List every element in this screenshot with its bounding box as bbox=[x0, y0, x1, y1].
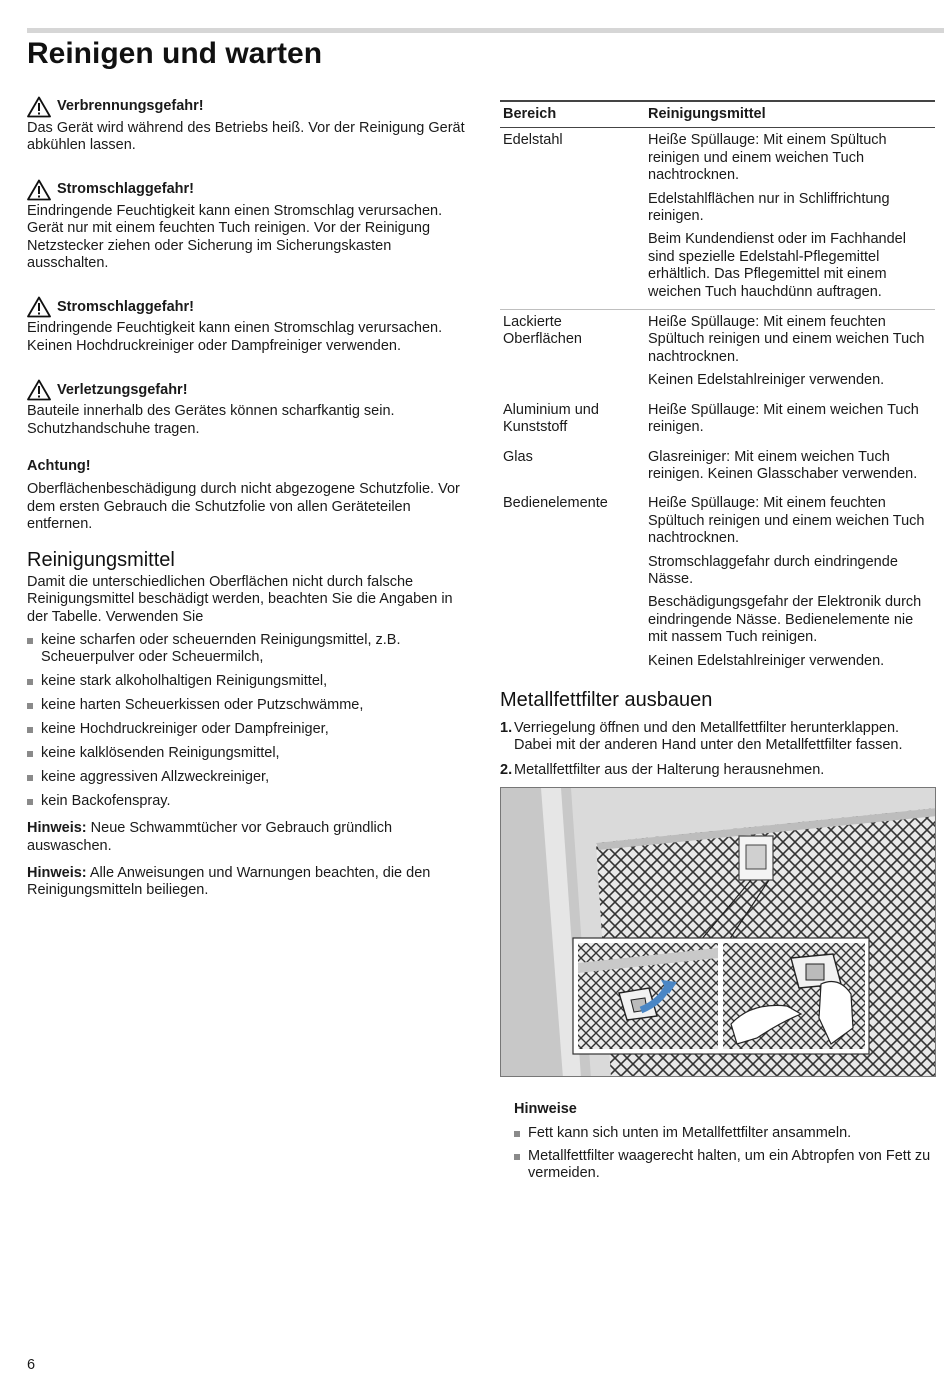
table-header-area: Bereich bbox=[500, 101, 645, 128]
bullet-square-icon bbox=[27, 751, 33, 757]
attention-text: Oberflächenbeschädigung durch nicht abgezogene Schutzfolie. Vor dem ersten Gebrauch die Schutzfolie von allen Geräteteilen entfernen. bbox=[27, 481, 460, 533]
warning-heading: Stromschlaggefahr! bbox=[57, 181, 194, 198]
warning-shock-1 bbox=[27, 179, 472, 273]
table-row: Aluminium und Kunststoff Heiße Spüllauge: Mit einem weichen Tuch reinigen. bbox=[503, 401, 919, 436]
left-column bbox=[27, 96, 472, 900]
table-row: Bedienelemente Heiße Spüllauge: Mit einem feuchten Spültuch reinigen und einem weichen Tuch nachtrocknen. Stromschlaggefahr durch eindringende Nässe. Beschädigungsgefahr der Elektronik durch eindringende Nässe. Bedienelemente nie mit nassem Tuch reinigen. Keinen Edelstahlreiniger verwenden. bbox=[503, 495, 925, 669]
list-item: 1. Verriegelung öffnen und den Metallfettfilter herunterklappen. Dabei mit der anderen Hand unter den Metallfettfilter fassen. bbox=[500, 719, 903, 754]
warning-heading: Verbrennungsgefahr! bbox=[57, 98, 204, 115]
warning-text: Eindringende Feuchtigkeit kann einen Stromschlag verursachen. Keinen Hochdruckreiniger oder Dampfreiniger verwenden. bbox=[27, 320, 443, 354]
list-item: keine stark alkoholhaltigen Reinigungsmittel, bbox=[27, 673, 472, 690]
table-header-agent: Reinigungsmittel bbox=[645, 101, 935, 128]
attention-note bbox=[27, 458, 472, 534]
hints-heading: Hinweise bbox=[514, 1101, 577, 1118]
hint-note: Hinweis: Neue Schwammtücher vor Gebrauch gründlich auswaschen. bbox=[27, 820, 393, 854]
warning-text: Bauteile innerhalb des Gerätes können scharfkantig sein. Schutzhandschuhe tragen. bbox=[27, 403, 395, 437]
bullet-square-icon bbox=[27, 703, 33, 709]
list-item: kein Backofenspray. bbox=[27, 793, 472, 810]
list-item: Fett kann sich unten im Metallfettfilter ansammeln. bbox=[514, 1125, 940, 1142]
list-item: keine harten Scheuerkissen oder Putzschwämme, bbox=[27, 697, 472, 714]
bullet-square-icon bbox=[27, 799, 33, 805]
warning-injury bbox=[27, 379, 472, 438]
table-row: Lackierte Oberflächen Heiße Spüllauge: Mit einem feuchten Spültuch reinigen und einem weichen Tuch nachtrocknen. Keinen Edelstahlreiniger verwenden. bbox=[503, 314, 925, 389]
table-row: Edelstahl Heiße Spüllauge: Mit einem Spültuch reinigen und einem weichen Tuch nachtrocknen. Edelstahlflächen nur in Schliffrichtung reinigen. Beim Kundendienst oder im Fachhandel sind spezielle Edelstahl-Pflegemittel erhältlich. Das Pflegemittel mit einem weichen Tuch hauchdünn auftragen. bbox=[500, 128, 935, 310]
list-item: Metallfettfilter waagerecht halten, um ein Abtropfen von Fett zu vermeiden. bbox=[514, 1148, 940, 1183]
bullet-square-icon bbox=[27, 679, 33, 685]
warning-burn bbox=[27, 96, 472, 155]
bullet-square-icon bbox=[514, 1131, 520, 1137]
list-item: keine aggressiven Allzweckreiniger, bbox=[27, 769, 472, 786]
bullet-square-icon bbox=[514, 1154, 520, 1160]
bullet-square-icon bbox=[27, 727, 33, 733]
list-item: keine Hochdruckreiniger oder Dampfreiniger, bbox=[27, 721, 472, 738]
section-heading-cleaning-agents: Reinigungsmittel bbox=[27, 548, 175, 571]
filter-illustration-icon bbox=[501, 788, 936, 1077]
warning-heading: Stromschlaggefahr! bbox=[57, 298, 194, 315]
bullet-square-icon bbox=[27, 775, 33, 781]
list-item: 2. Metallfettfilter aus der Halterung herausnehmen. bbox=[500, 761, 825, 778]
cleaning-bullet-list bbox=[27, 632, 472, 810]
hints-section bbox=[500, 1101, 940, 1183]
attention-heading: Achtung! bbox=[27, 458, 91, 475]
page-title: Reinigen und warten bbox=[27, 37, 323, 70]
warning-triangle-icon bbox=[27, 179, 51, 201]
warning-heading: Verletzungsgefahr! bbox=[57, 381, 188, 398]
list-item: keine kalklösenden Reinigungsmittel, bbox=[27, 745, 472, 762]
section-heading-filter-removal: Metallfettfilter ausbauen bbox=[500, 688, 713, 711]
warning-shock-2 bbox=[27, 296, 472, 355]
top-rule bbox=[27, 28, 944, 33]
list-item: keine scharfen oder scheuernden Reinigungsmittel, z.B. Scheuerpulver oder Scheuermilch, bbox=[27, 632, 472, 667]
filter-removal-steps bbox=[500, 720, 940, 779]
grease-filter-removal-illustration bbox=[500, 787, 936, 1077]
warning-text: Eindringende Feuchtigkeit kann einen Stromschlag verursachen. Gerät nur mit einem feuchten Tuch reinigen. Vor der Reinigung Netzstecker ziehen oder Sicherung im Sicherungskasten ausschalten. bbox=[27, 202, 443, 272]
cleaning-table bbox=[500, 100, 935, 678]
warning-triangle-icon bbox=[27, 96, 51, 118]
table-row: Glas Glasreiniger: Mit einem weichen Tuch reinigen. Keinen Glasschaber verwenden. bbox=[503, 448, 918, 482]
bullet-square-icon bbox=[27, 638, 33, 644]
right-column bbox=[500, 100, 940, 1189]
warning-triangle-icon bbox=[27, 296, 51, 318]
cleaning-intro: Damit die unterschiedlichen Oberflächen nicht durch falsche Reinigungsmittel beschädigt werden, beachten Sie die Angaben in der Tabelle. Verwenden Sie bbox=[27, 573, 453, 625]
warning-text: Das Gerät wird während des Betriebs heiß. Vor der Reinigung Gerät abkühlen lassen. bbox=[27, 120, 465, 154]
hint-note: Hinweis: Alle Anweisungen und Warnungen beachten, die den Reinigungsmitteln beiliegen. bbox=[27, 864, 431, 899]
hints-bullet-list bbox=[514, 1125, 940, 1183]
page-number: 6 bbox=[27, 1357, 36, 1373]
warning-triangle-icon bbox=[27, 379, 51, 401]
